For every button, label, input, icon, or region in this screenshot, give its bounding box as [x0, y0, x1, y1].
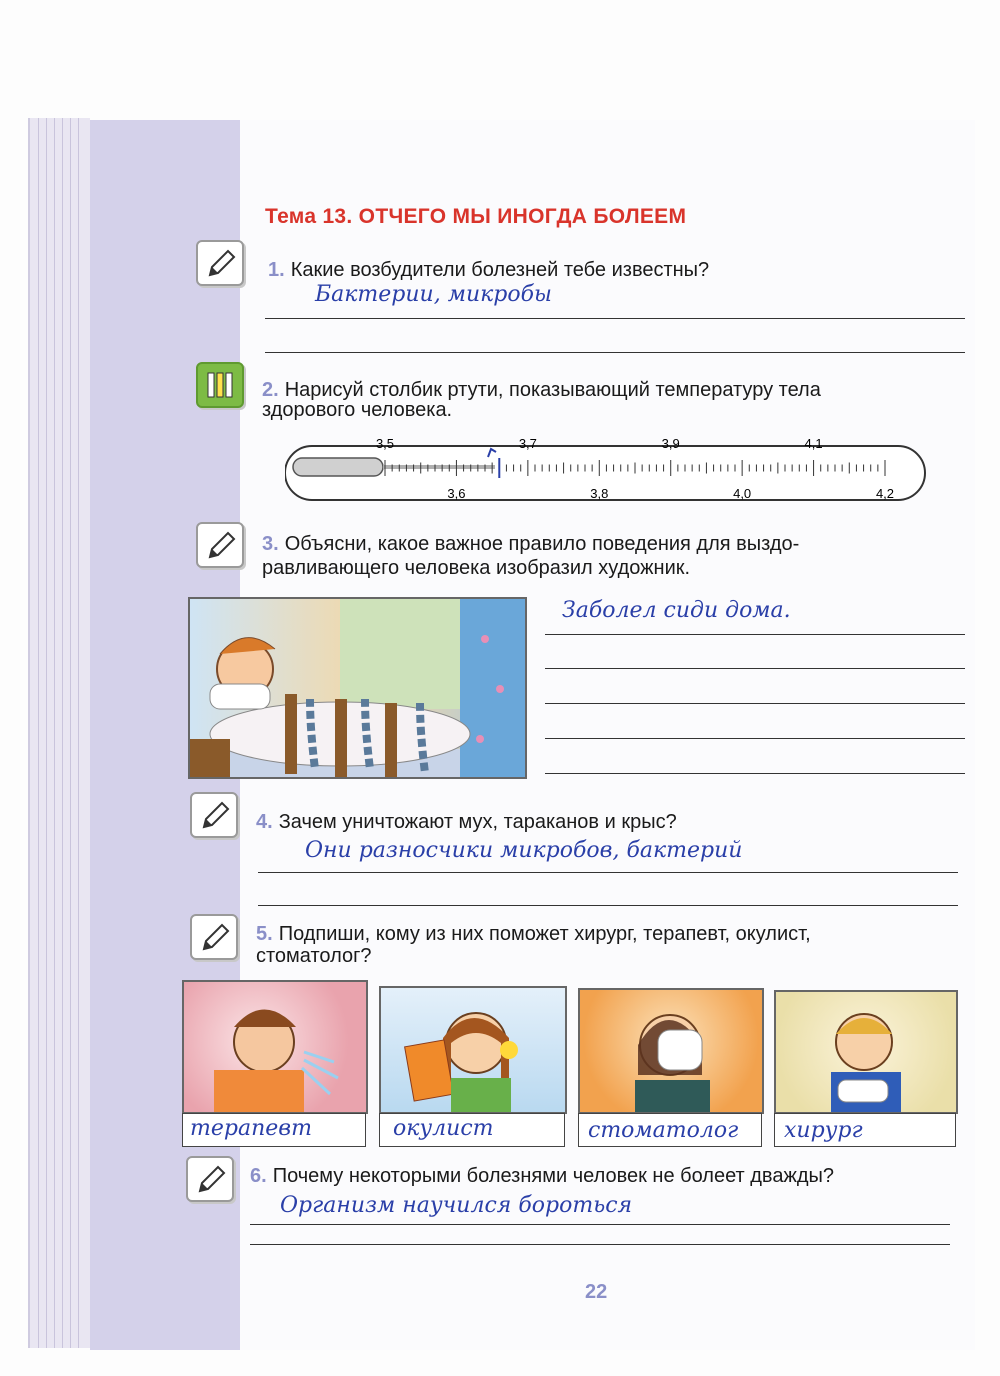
thermometer-label-bottom: 3,8 [590, 486, 609, 501]
question-text: Нарисуй столбик ртути, показывающий температуру тела [284, 379, 821, 401]
thermometer-label-bottom: 4,2 [875, 486, 895, 501]
answer-4[interactable]: Они разносчики микробов, бактерий [305, 838, 743, 863]
question-number: 2. [262, 379, 279, 401]
answer-line [250, 1224, 950, 1225]
question-text: Какие возбудители болезней тебе известны? [290, 259, 710, 281]
question-5-line-2: стоматолог? [256, 945, 372, 967]
page-stack-edges [28, 118, 90, 1348]
question-text: Объясни, какое важное правило поведения для выздо- [284, 533, 800, 555]
answer-3[interactable]: Заболел сиди дома. [562, 598, 791, 623]
question-2-line-2: здорового человека. [262, 399, 453, 421]
question-number: 4. [256, 811, 273, 833]
question-3-line-1 [262, 532, 799, 557]
label-answer-2: окулист [393, 1116, 494, 1141]
question-text: Подпиши, кому из них поможет хирург, терапевт, окулист, [278, 923, 811, 945]
answer-line [545, 773, 965, 774]
thermometer-label-top: 3,5 [375, 436, 395, 451]
label-answer-3: стоматолог [588, 1118, 739, 1143]
question-4 [256, 810, 677, 835]
question-3-line-2: равливающего человека изобразил художник. [262, 557, 691, 579]
answer-line [545, 738, 965, 739]
thermometer-label-top: 3,7 [518, 436, 537, 451]
pencil-icon [186, 1156, 234, 1202]
answer-1[interactable]: Бактерии, микробы [315, 282, 552, 307]
label-answer-4: хирург [784, 1118, 863, 1143]
label-answer-1: терапевт [190, 1116, 312, 1141]
page-title: Тема 13. ОТЧЕГО МЫ ИНОГДА БОЛЕЕМ [265, 205, 687, 228]
answer-line [265, 352, 965, 353]
colored-pencils-icon [196, 362, 244, 408]
question-text: Почему некоторыми болезнями человек не болеет дважды? [272, 1165, 834, 1187]
illustration-boy-broken-arm [774, 990, 958, 1114]
pencil-icon [190, 914, 238, 960]
pencil-icon [196, 522, 244, 568]
question-number: 5. [256, 923, 273, 945]
illustration-coughing-boy [182, 980, 368, 1114]
page-number: 22 [585, 1281, 608, 1303]
pencil-icon [190, 792, 238, 838]
answer-line [545, 703, 965, 704]
question-text: Зачем уничтожают мух, тараканов и крыс? [278, 811, 677, 833]
thermometer-label-top: 3,9 [661, 436, 680, 451]
pencil-icon [196, 240, 244, 286]
illustration-girl-toothache [578, 988, 764, 1114]
answer-line [258, 905, 958, 906]
illustration-sick-boy-bed [188, 597, 527, 779]
thermometer-label-bottom: 3,6 [447, 486, 466, 501]
question-1 [268, 258, 709, 283]
answer-line [250, 1244, 950, 1245]
answer-6[interactable]: Организм научился бороться [280, 1193, 633, 1218]
answer-line [265, 318, 965, 319]
question-number: 6. [250, 1165, 267, 1187]
thermometer-label-top: 4,1 [804, 436, 823, 451]
thermometer[interactable] [285, 432, 935, 512]
question-number: 1. [268, 259, 285, 281]
thermometer-label-bottom: 4,0 [733, 486, 752, 501]
question-6 [250, 1164, 834, 1189]
illustration-girl-reading [379, 986, 567, 1114]
answer-line [545, 634, 965, 635]
question-number: 3. [262, 533, 279, 555]
answer-line [545, 668, 965, 669]
answer-line [258, 872, 958, 873]
